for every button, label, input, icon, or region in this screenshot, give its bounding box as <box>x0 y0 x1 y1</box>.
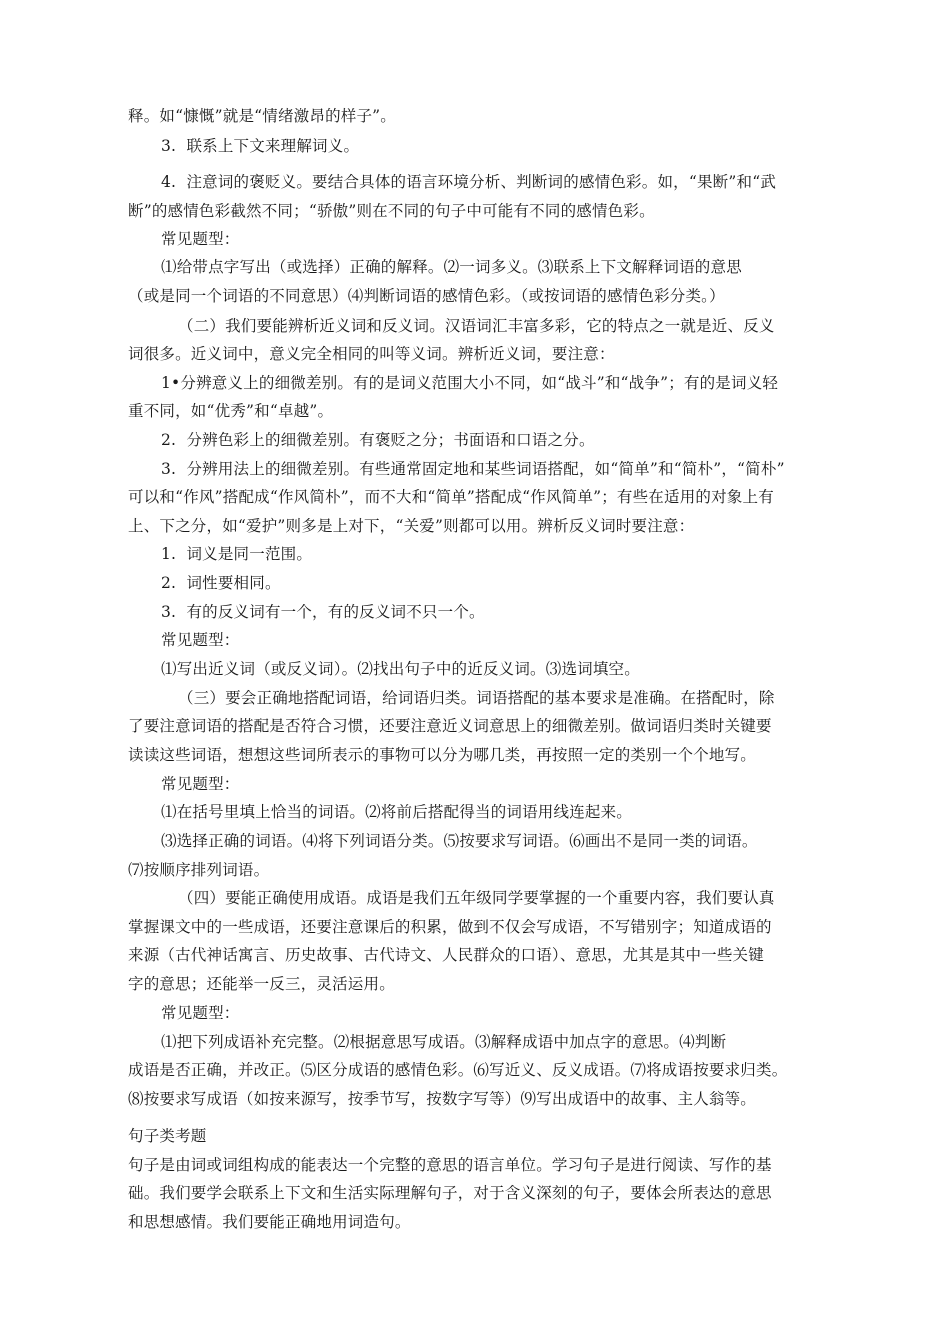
text-line: 3. 有的反义词有一个，有的反义词不只一个。 <box>161 603 485 621</box>
text-line: ⑺按顺序排列词语。 <box>128 861 270 879</box>
text-line: ⑴给带点字写出（或选择）正确的解释。⑵一词多义。⑶联系上下文解释词语的意思 <box>161 258 742 276</box>
text-line: 3. 联系上下文来理解词义。 <box>161 137 360 155</box>
text-line: 础。我们要学会联系上下文和生活实际理解句子，对于含义深刻的句子，要体会所表达的意思 <box>128 1184 772 1202</box>
text-line: 掌握课文中的一些成语，还要注意课后的积累，做到不仅会写成语，不写错别字；知道成语的 <box>128 918 772 936</box>
text-line: 重不同，如“优秀”和“卓越”。 <box>128 402 334 420</box>
text-line: 成语是否正确，并改正。⑸区分成语的感情色彩。⑹写近义、反义成语。⑺将成语按要求归类。 <box>128 1061 788 1079</box>
text-line: ⑴写出近义词（或反义词）。⑵找出句子中的近反义词。⑶选词填空。 <box>161 660 640 678</box>
text-line: 2. 词性要相同。 <box>161 574 281 592</box>
text-line: 3. 分辨用法上的细微差别。有些通常固定地和某些词语搭配，如“简单”和“简朴”，“简朴” <box>161 460 785 478</box>
text-line: ⑴在括号里填上恰当的词语。⑵将前后搭配得当的词语用线连起来。 <box>161 803 633 821</box>
text-line: 1. 词义是同一范围。 <box>161 545 313 563</box>
text-line: （或是同一个词语的不同意思）⑷判断词语的感情色彩。（或按词语的感情色彩分类。） <box>128 287 725 305</box>
text-line: 词很多。近义词中，意义完全相同的叫等义词。辨析近义词，要注意： <box>128 345 615 363</box>
text-line: （二）我们要能辨析近义词和反义词。汉语词汇丰富多彩，它的特点之一就是近、反义 <box>178 317 775 335</box>
text-line: 2. 分辨色彩上的细微差别。有褒贬之分；书面语和口语之分。 <box>161 431 595 449</box>
text-line: 了要注意词语的搭配是否符合习惯，还要注意近义词意思上的细微差别。做词语归类时关键要 <box>128 717 772 735</box>
text-line: 常见题型： <box>161 230 240 248</box>
text-line: 释。如“慷慨”就是“情绪激昂的样子”。 <box>128 107 396 125</box>
text-line: 读读这些词语，想想这些词所表示的事物可以分为哪几类，再按照一定的类别一个个地写。 <box>128 746 757 764</box>
text-line: ⑴把下列成语补充完整。⑵根据意思写成语。⑶解释成语中加点字的意思。⑷判断 <box>161 1033 727 1051</box>
text-line: （四）要能正确使用成语。成语是我们五年级同学要掌握的一个重要内容，我们要认真 <box>178 889 775 907</box>
text-line: 1•分辨意义上的细微差别。有的是词义范围大小不同，如“战斗”和“战争”；有的是词义轻 <box>161 374 779 392</box>
text-line: 和思想感情。我们要能正确地用词造句。 <box>128 1213 411 1231</box>
text-line: 常见题型： <box>161 1004 240 1022</box>
text-line: ⑻按要求写成语（如按来源写，按季节写，按数字写等）⑼写出成语中的故事、主人翁等。 <box>128 1090 757 1108</box>
text-line: 字的意思；还能举一反三，灵活运用。 <box>128 975 395 993</box>
text-line: 断”的感情色彩截然不同；“骄傲”则在不同的句子中可能有不同的感情色彩。 <box>128 202 655 220</box>
text-line: ⑶选择正确的词语。⑷将下列词语分类。⑸按要求写词语。⑹画出不是同一类的词语。 <box>161 832 758 850</box>
text-line: 常见题型： <box>161 775 240 793</box>
text-line: 4. 注意词的褒贬义。要结合具体的语言环境分析、判断词的感情色彩。如，“果断”和“武 <box>161 173 777 191</box>
text-line: 句子是由词或词组构成的能表达一个完整的意思的语言单位。学习句子是进行阅读、写作的基 <box>128 1156 772 1174</box>
section-heading: 句子类考题 <box>128 1127 207 1145</box>
text-line: 可以和“作风”搭配成“作风简朴”，而不大和“简单”搭配成“作风简单”；有些在适用的对象上有 <box>128 488 774 506</box>
text-line: 常见题型： <box>161 631 240 649</box>
text-line: 来源（古代神话寓言、历史故事、古代诗文、人民群众的口语）、意思，尤其是其中一些关键 <box>128 946 764 964</box>
text-line: 上、下之分，如“爱护”则多是上对下，“关爱”则都可以用。辨析反义词时要注意： <box>128 517 695 535</box>
text-line: （三）要会正确地搭配词语，给词语归类。词语搭配的基本要求是准确。在搭配时，除 <box>178 689 775 707</box>
